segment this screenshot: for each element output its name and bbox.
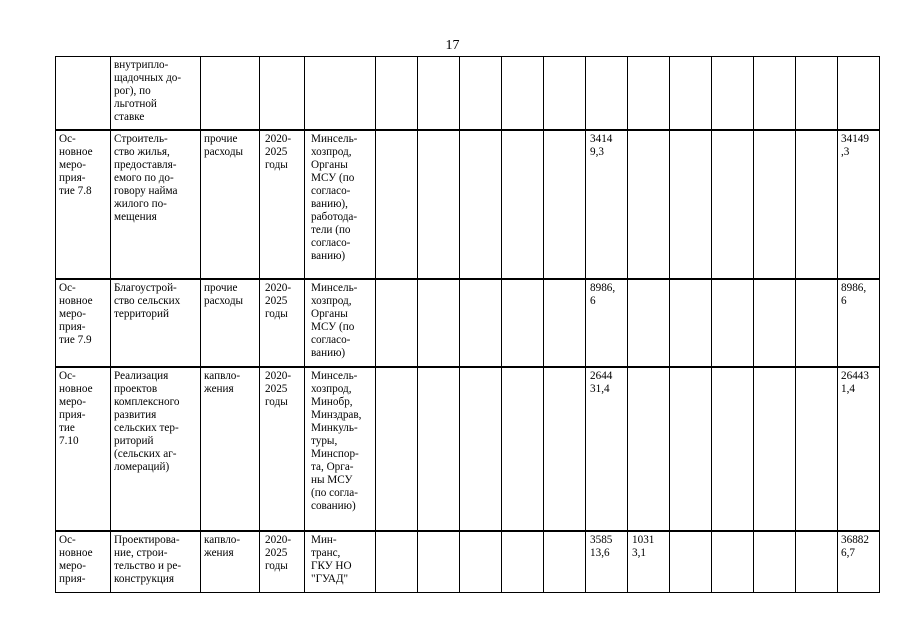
- table-border-right: [879, 56, 880, 593]
- column-divider: [585, 56, 586, 593]
- table-cell-amount: 2644 31,4: [590, 370, 613, 395]
- table-cell-amount: 3414 9,3: [590, 133, 613, 158]
- table-cell-name: внутрипло- щадочных до- рог), по льготной ставке: [114, 59, 182, 123]
- row-divider: [55, 530, 880, 532]
- table-cell-amount: 8986, 6: [590, 282, 616, 307]
- column-divider: [375, 56, 376, 593]
- table-cell-expense-type: капвло- жения: [204, 534, 241, 559]
- table-cell-total: 36882 6,7: [841, 534, 869, 559]
- table-cell-expense-type: капвло- жения: [204, 370, 241, 395]
- column-divider: [259, 56, 260, 593]
- table-border-left: [55, 56, 56, 593]
- row-divider: [55, 129, 880, 131]
- column-divider: [200, 56, 201, 593]
- table-cell-executors: Минсель- хозпрод, Органы МСУ (по согласо- ванию): [311, 282, 358, 359]
- column-divider: [501, 56, 502, 593]
- table-cell-measure: Ос- новное меро- прия- тие 7.9: [59, 282, 93, 346]
- table-cell-measure: Ос- новное меро- прия-: [59, 534, 93, 585]
- table-cell-period: 2020- 2025 годы: [265, 370, 292, 408]
- table-cell-expense-type: прочие расходы: [204, 282, 244, 307]
- table-border-bottom: [55, 592, 880, 593]
- table-cell-executors: Минсель- хозпрод, Органы МСУ (по согласо- ванию), работода- тели (по согласо- ванию): [311, 133, 358, 262]
- table-cell-name: Строитель- ство жилья, предоставля- емого по до- говору найма жилого по- мещения: [114, 133, 178, 223]
- column-divider: [304, 56, 305, 593]
- column-divider: [837, 56, 838, 593]
- table-cell-period: 2020- 2025 годы: [265, 282, 292, 320]
- table-cell-amount: 1031 3,1: [632, 534, 655, 559]
- table-cell-executors: Минсель- хозпрод, Минобр, Минздрав, Минкуль- туры, Минспор- та, Орга- ны МСУ (по согла- сованию): [311, 370, 362, 512]
- column-divider: [669, 56, 670, 593]
- table-cell-executors: Мин- транс, ГКУ НО "ГУАД": [311, 534, 352, 585]
- table-cell-total: 8986, 6: [841, 282, 867, 307]
- column-divider: [711, 56, 712, 593]
- column-divider: [795, 56, 796, 593]
- table-cell-name: Благоустрой- ство сельских территорий: [114, 282, 181, 320]
- row-divider: [55, 278, 880, 280]
- table-cell-period: 2020- 2025 годы: [265, 534, 292, 572]
- column-divider: [753, 56, 754, 593]
- table-cell-measure: Ос- новное меро- прия- тие 7.8: [59, 133, 93, 197]
- page-number: 17: [445, 38, 460, 53]
- table-cell-amount: 3585 13,6: [590, 534, 613, 559]
- table-cell-total: 34149 ,3: [841, 133, 869, 158]
- column-divider: [417, 56, 418, 593]
- program-measures-table: [55, 56, 880, 593]
- table-cell-expense-type: прочие расходы: [204, 133, 244, 158]
- table-cell-measure: Ос- новное меро- прия- тие 7.10: [59, 370, 93, 447]
- row-divider: [55, 366, 880, 368]
- column-divider: [110, 56, 111, 593]
- table-cell-name: Проектирова- ние, строи- тельство и ре- конструкция: [114, 534, 182, 585]
- column-divider: [543, 56, 544, 593]
- table-cell-total: 26443 1,4: [841, 370, 869, 395]
- table-cell-name: Реализация проектов комплексного развития сельских тер- риторий (сельских аг- ломераций): [114, 370, 180, 473]
- table-border-top: [55, 56, 880, 57]
- table-cell-period: 2020- 2025 годы: [265, 133, 292, 171]
- column-divider: [459, 56, 460, 593]
